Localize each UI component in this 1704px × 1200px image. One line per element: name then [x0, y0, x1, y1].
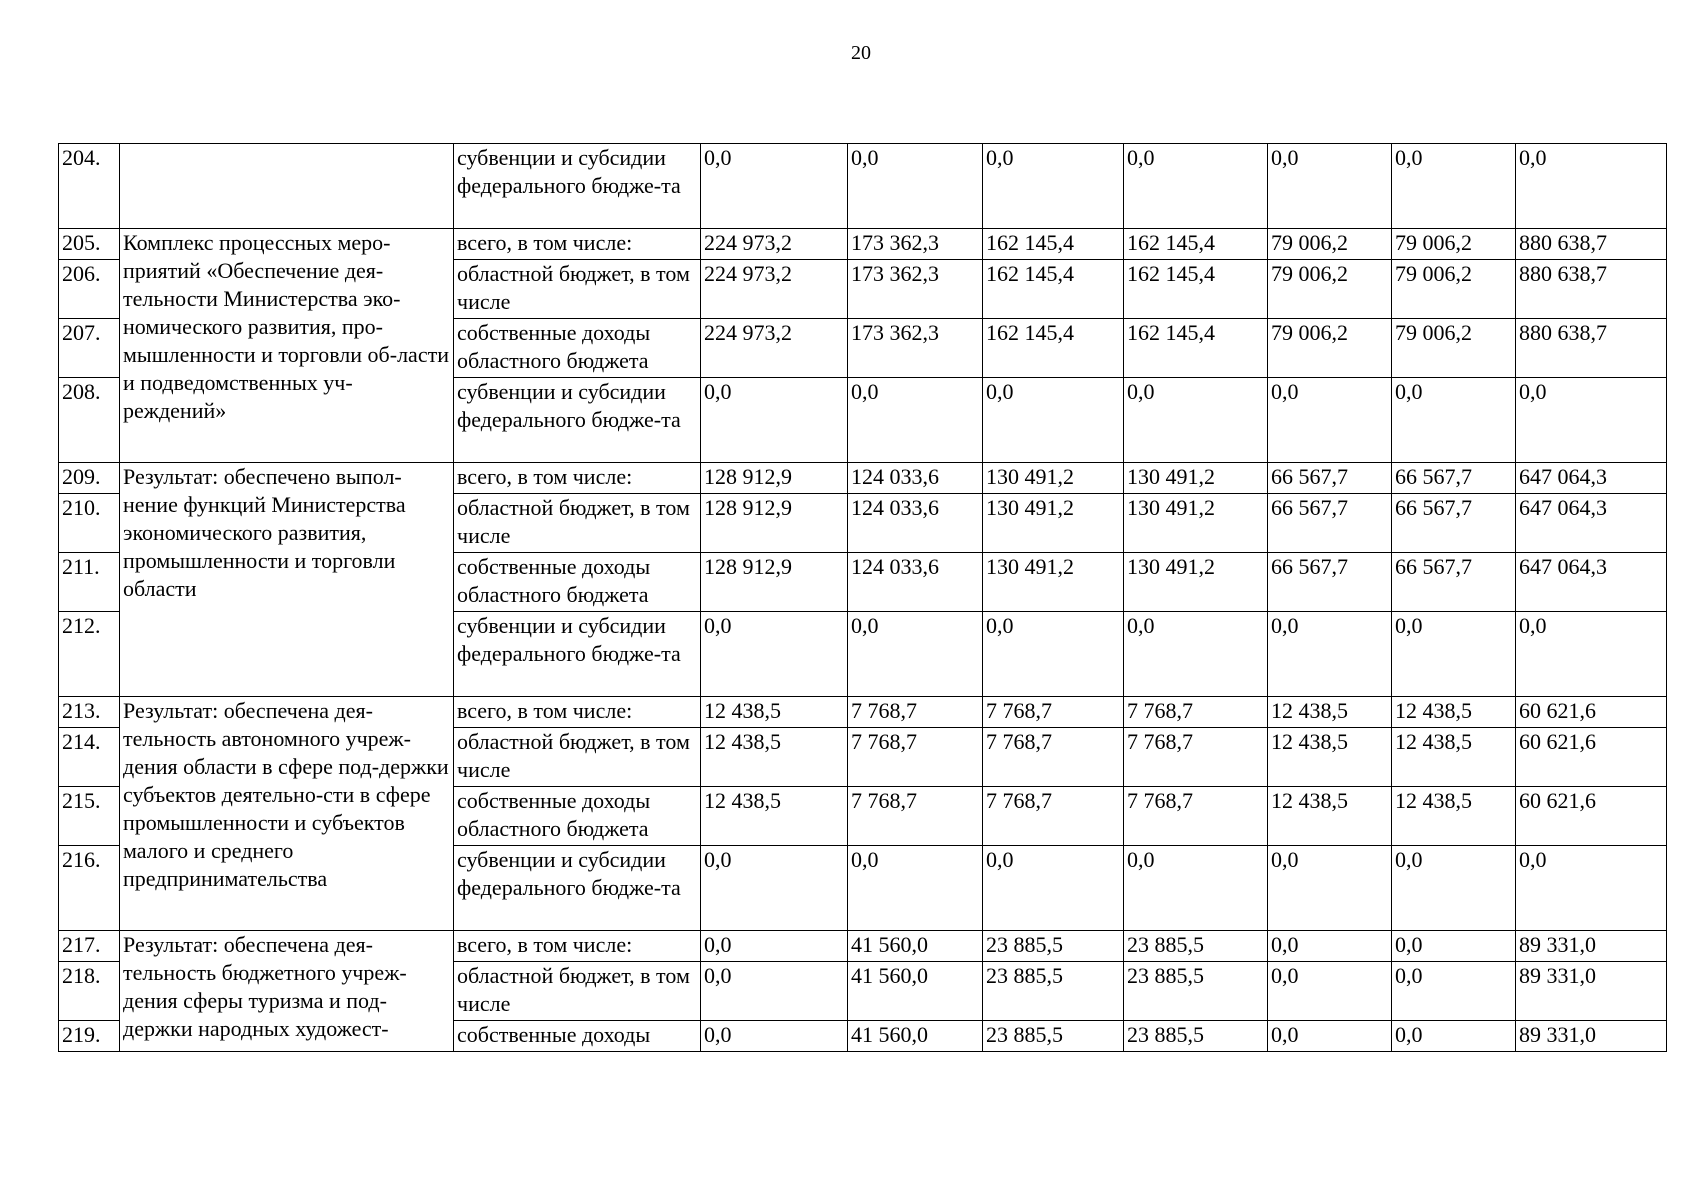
- value-cell: 124 033,6: [848, 463, 983, 494]
- value-cell-total: 647 064,3: [1516, 463, 1667, 494]
- value-cell: 224 973,2: [701, 260, 848, 319]
- value-cell: 0,0: [701, 962, 848, 1021]
- funding-source: областной бюджет, в том числе: [454, 728, 701, 787]
- value-cell-total: 647 064,3: [1516, 494, 1667, 553]
- funding-source: собственные доходы областного бюджета: [454, 553, 701, 612]
- value-cell: 7 768,7: [1124, 697, 1268, 728]
- value-cell: 130 491,2: [983, 494, 1124, 553]
- table-row: [59, 463, 1667, 494]
- value-cell: 130 491,2: [983, 463, 1124, 494]
- funding-source: собственные доходы областного бюджета: [454, 787, 701, 846]
- value-cell: 7 768,7: [1124, 728, 1268, 787]
- value-cell: 162 145,4: [1124, 319, 1268, 378]
- value-cell: 224 973,2: [701, 229, 848, 260]
- value-cell-total: 89 331,0: [1516, 962, 1667, 1021]
- value-cell-total: 0,0: [1516, 378, 1667, 463]
- row-number: 206.: [59, 260, 120, 319]
- value-cell: 79 006,2: [1392, 260, 1516, 319]
- value-cell: 0,0: [701, 612, 848, 697]
- value-cell: 0,0: [983, 846, 1124, 931]
- value-cell: 41 560,0: [848, 931, 983, 962]
- value-cell: 0,0: [1268, 962, 1392, 1021]
- value-cell: 0,0: [1268, 846, 1392, 931]
- value-cell: 0,0: [701, 1021, 848, 1052]
- value-cell-total: 0,0: [1516, 612, 1667, 697]
- row-number: 216.: [59, 846, 120, 931]
- value-cell-total: 880 638,7: [1516, 229, 1667, 260]
- value-cell-total: 89 331,0: [1516, 1021, 1667, 1052]
- row-number: 207.: [59, 319, 120, 378]
- value-cell: 23 885,5: [983, 962, 1124, 1021]
- value-cell-total: 60 621,6: [1516, 728, 1667, 787]
- value-cell: 23 885,5: [983, 1021, 1124, 1052]
- value-cell: 66 567,7: [1392, 494, 1516, 553]
- row-number: 214.: [59, 728, 120, 787]
- funding-source: областной бюджет, в том числе: [454, 494, 701, 553]
- row-number: 209.: [59, 463, 120, 494]
- value-cell: 0,0: [1392, 612, 1516, 697]
- value-cell: 162 145,4: [983, 260, 1124, 319]
- value-cell: 0,0: [848, 144, 983, 229]
- value-cell: 79 006,2: [1392, 229, 1516, 260]
- value-cell-total: 89 331,0: [1516, 931, 1667, 962]
- table-body: [59, 144, 1667, 1052]
- value-cell: 0,0: [1268, 931, 1392, 962]
- event-description: Результат: обеспечена дея-тельность автономного учреж-дения области в сфере под-держки субъектов деятельно-сти в сфере промышленности и субъектов малого и среднего предпринимательства: [120, 697, 454, 931]
- value-cell: 12 438,5: [701, 787, 848, 846]
- value-cell: 0,0: [1392, 962, 1516, 1021]
- value-cell: 12 438,5: [1268, 728, 1392, 787]
- value-cell: 12 438,5: [1392, 697, 1516, 728]
- value-cell: 0,0: [848, 612, 983, 697]
- funding-source: собственные доходы: [454, 1021, 701, 1052]
- row-number: 210.: [59, 494, 120, 553]
- value-cell: 79 006,2: [1268, 229, 1392, 260]
- value-cell: 79 006,2: [1268, 319, 1392, 378]
- value-cell: 41 560,0: [848, 962, 983, 1021]
- value-cell: 173 362,3: [848, 319, 983, 378]
- funding-source: собственные доходы областного бюджета: [454, 319, 701, 378]
- funding-source: всего, в том числе:: [454, 229, 701, 260]
- value-cell: 128 912,9: [701, 553, 848, 612]
- value-cell: 66 567,7: [1392, 463, 1516, 494]
- value-cell: 7 768,7: [848, 728, 983, 787]
- value-cell: 0,0: [1124, 612, 1268, 697]
- value-cell: 23 885,5: [1124, 931, 1268, 962]
- value-cell: 7 768,7: [983, 697, 1124, 728]
- value-cell: 162 145,4: [983, 229, 1124, 260]
- value-cell: 0,0: [983, 612, 1124, 697]
- value-cell: 173 362,3: [848, 229, 983, 260]
- value-cell: 0,0: [1268, 1021, 1392, 1052]
- funding-source: всего, в том числе:: [454, 463, 701, 494]
- value-cell: 7 768,7: [848, 697, 983, 728]
- value-cell: 12 438,5: [1268, 697, 1392, 728]
- value-cell: 23 885,5: [983, 931, 1124, 962]
- row-number: 204.: [59, 144, 120, 229]
- value-cell: 0,0: [1392, 931, 1516, 962]
- table-row: [59, 229, 1667, 260]
- value-cell: 66 567,7: [1268, 494, 1392, 553]
- value-cell: 128 912,9: [701, 463, 848, 494]
- budget-table: [58, 143, 1667, 1052]
- funding-source: всего, в том числе:: [454, 697, 701, 728]
- value-cell: 0,0: [1124, 378, 1268, 463]
- value-cell: 79 006,2: [1268, 260, 1392, 319]
- value-cell: 0,0: [983, 144, 1124, 229]
- value-cell: 173 362,3: [848, 260, 983, 319]
- value-cell: 130 491,2: [983, 553, 1124, 612]
- funding-source: областной бюджет, в том числе: [454, 962, 701, 1021]
- value-cell: 12 438,5: [1392, 787, 1516, 846]
- value-cell: 130 491,2: [1124, 494, 1268, 553]
- value-cell: 0,0: [1268, 378, 1392, 463]
- value-cell: 0,0: [701, 378, 848, 463]
- value-cell: 224 973,2: [701, 319, 848, 378]
- value-cell: 0,0: [1124, 846, 1268, 931]
- funding-source: областной бюджет, в том числе: [454, 260, 701, 319]
- value-cell: 0,0: [848, 378, 983, 463]
- row-number: 205.: [59, 229, 120, 260]
- value-cell-total: 880 638,7: [1516, 319, 1667, 378]
- value-cell: 66 567,7: [1268, 553, 1392, 612]
- row-number: 219.: [59, 1021, 120, 1052]
- value-cell-total: 0,0: [1516, 846, 1667, 931]
- page-number: 20: [851, 42, 871, 64]
- funding-source: всего, в том числе:: [454, 931, 701, 962]
- value-cell: 7 768,7: [848, 787, 983, 846]
- value-cell-total: 880 638,7: [1516, 260, 1667, 319]
- funding-source: субвенции и субсидии федерального бюдже-та: [454, 378, 701, 463]
- value-cell: 23 885,5: [1124, 962, 1268, 1021]
- row-number: 208.: [59, 378, 120, 463]
- event-description: Результат: обеспечено выпол-нение функций Министерства экономического развития, промышленности и торговли области: [120, 463, 454, 697]
- row-number: 217.: [59, 931, 120, 962]
- value-cell-total: 60 621,6: [1516, 787, 1667, 846]
- value-cell: 0,0: [701, 931, 848, 962]
- value-cell: 0,0: [1392, 378, 1516, 463]
- row-number: 218.: [59, 962, 120, 1021]
- funding-source: субвенции и субсидии федерального бюдже-та: [454, 144, 701, 229]
- value-cell: 41 560,0: [848, 1021, 983, 1052]
- value-cell: 0,0: [1392, 144, 1516, 229]
- value-cell: 128 912,9: [701, 494, 848, 553]
- funding-source: субвенции и субсидии федерального бюдже-та: [454, 612, 701, 697]
- value-cell: 130 491,2: [1124, 553, 1268, 612]
- row-number: 211.: [59, 553, 120, 612]
- event-description: [120, 144, 454, 229]
- value-cell: 162 145,4: [1124, 260, 1268, 319]
- value-cell-total: 0,0: [1516, 144, 1667, 229]
- value-cell: 0,0: [701, 144, 848, 229]
- value-cell: 0,0: [1392, 846, 1516, 931]
- table-row: [59, 931, 1667, 962]
- value-cell: 23 885,5: [1124, 1021, 1268, 1052]
- value-cell: 12 438,5: [1392, 728, 1516, 787]
- value-cell: 0,0: [1392, 1021, 1516, 1052]
- value-cell: 12 438,5: [1268, 787, 1392, 846]
- table-row: [59, 144, 1667, 229]
- value-cell: 7 768,7: [1124, 787, 1268, 846]
- value-cell: 0,0: [1124, 144, 1268, 229]
- value-cell-total: 647 064,3: [1516, 553, 1667, 612]
- table-row: [59, 697, 1667, 728]
- row-number: 212.: [59, 612, 120, 697]
- value-cell: 79 006,2: [1392, 319, 1516, 378]
- event-description: Результат: обеспечена дея-тельность бюджетного учреж-дения сферы туризма и под-держки народных художест-: [120, 931, 454, 1052]
- value-cell: 12 438,5: [701, 697, 848, 728]
- value-cell: 0,0: [701, 846, 848, 931]
- value-cell-total: 60 621,6: [1516, 697, 1667, 728]
- value-cell: 7 768,7: [983, 787, 1124, 846]
- value-cell: 162 145,4: [1124, 229, 1268, 260]
- value-cell: 130 491,2: [1124, 463, 1268, 494]
- row-number: 215.: [59, 787, 120, 846]
- value-cell: 124 033,6: [848, 553, 983, 612]
- value-cell: 12 438,5: [701, 728, 848, 787]
- value-cell: 0,0: [983, 378, 1124, 463]
- value-cell: 66 567,7: [1392, 553, 1516, 612]
- value-cell: 0,0: [1268, 144, 1392, 229]
- row-number: 213.: [59, 697, 120, 728]
- funding-source: субвенции и субсидии федерального бюдже-та: [454, 846, 701, 931]
- value-cell: 0,0: [848, 846, 983, 931]
- value-cell: 7 768,7: [983, 728, 1124, 787]
- value-cell: 162 145,4: [983, 319, 1124, 378]
- event-description: Комплекс процессных меро-приятий «Обеспечение дея-тельности Министерства эко-номического развития, про-мышленности и торговли об-ласти и подведомственных уч-реждений»: [120, 229, 454, 463]
- value-cell: 0,0: [1268, 612, 1392, 697]
- value-cell: 66 567,7: [1268, 463, 1392, 494]
- value-cell: 124 033,6: [848, 494, 983, 553]
